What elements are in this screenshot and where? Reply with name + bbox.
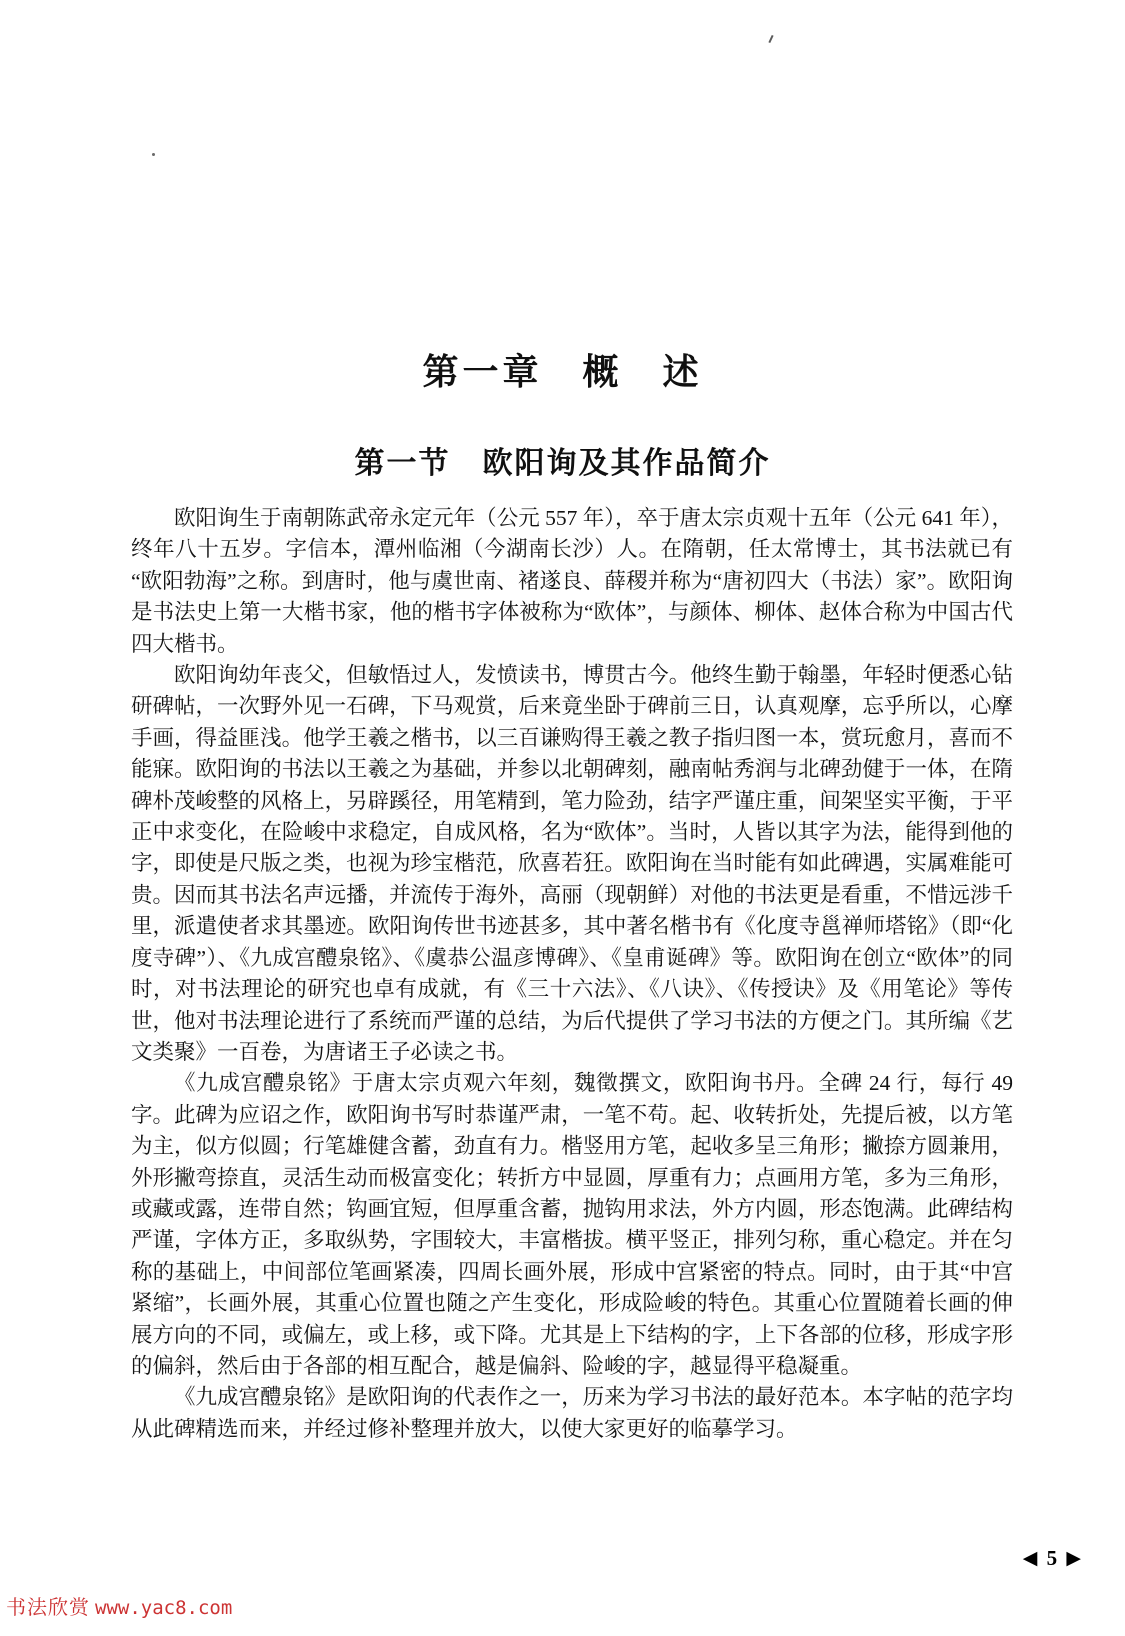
watermark bbox=[6, 1591, 232, 1620]
watermark-site-url: www.yac8.com bbox=[95, 1597, 233, 1619]
paragraph-closing: 《九成宫醴泉铭》是欧阳询的代表作之一，历来为学习书法的最好范本。本字帖的范字均从此碑精选而来，并经过修补整理并放大，以使大家更好的临摹学习。 bbox=[131, 1385, 1013, 1441]
page-number-marker bbox=[1023, 1546, 1083, 1571]
right-triangle-icon: ▶ bbox=[1066, 1548, 1083, 1569]
paragraph-jiuchenggong-features: 《九成宫醴泉铭》于唐太宗贞观六年刻，魏徵撰文，欧阳询书丹。全碑 24 行，每行 49 字。此碑为应诏之作，欧阳询书写时恭谨严肃，一笔不苟。起、收转折处，先提后被，以方笔为主，似方似圆；行笔雄健含蓄，劲直有力。楷竖用方笔，起收多呈三角形；撇捺方圆兼用，外形撇弯捺直，灵活生动而极富变化；转折方中显圆，厚重有力；点画用方笔，多为三角形，或藏或露，连带自然；钩画宜短，但厚重含蓄，抛钩用求法，外方内圆，形态饱满。此碑结构严谨，字体方正，多取纵势，字围较大，丰富楷拔。横平竖正，排列匀称，重心稳定。并在匀称的基础上，中间部位笔画紧凑，四周长画外展，形成中宫紧密的特点。同时，由于其“中宫紧缩”，长画外展，其重心位置也随之产生变化，形成险峻的特色。其重心位置随着长画的伸展方向的不同，或偏左，或上移，或下降。尤其是上下结构的字，上下各部的位移，形成字形的偏斜，然后由于各部的相互配合，越是偏斜、险峻的字，越显得平稳凝重。 bbox=[131, 1071, 1013, 1378]
scan-artifact bbox=[768, 35, 773, 43]
paragraph-life-and-works: 欧阳询幼年丧父，但敏悟过人，发愤读书，博贯古今。他终生勤于翰墨，年轻时便悉心钻研碑帖，一次野外见一石碑，下马观赏，后来竟坐卧于碑前三日，认真观摩，忘乎所以，心摩手画，得益匪浅。他学王羲之楷书，以三百谦购得王羲之教子指归图一本，赏玩愈月，喜而不能寐。欧阳询的书法以王羲之为基础，并参以北朝碑刻，融南帖秀润与北碑劲健于一体，在隋碑朴茂峻整的风格上，另辟蹊径，用笔精到，笔力险劲，结字严谨庄重，间架坚实平衡，于平正中求变化，在险峻中求稳定，自成风格，名为“欧体”。当时，人皆以其字为法，能得到他的字，即使是尺版之类，也视为珍宝楷范，欣喜若狂。欧阳询在当时能有如此碑遇，实属难能可贵。因而其书法名声远播，并流传于海外，高丽（现朝鲜）对他的书法更是看重，不惜远涉千里，派遣使者求其墨迹。欧阳询传世书迹甚多，其中著名楷书有《化度寺邕禅师塔铭》（即“化度寺碑”）、《九成宫醴泉铭》、《虞恭公温彦博碑》、《皇甫诞碑》等。欧阳询在创立“欧体”的同时，对书法理论的研究也卓有成就，有《三十六法》、《八诀》、《传授诀》及《用笔论》等传世，他对书法理论进行了系统而严谨的总结，为后代提供了学习书法的方便之门。其所编《艺文类聚》一百卷，为唐诸王子必读之书。 bbox=[131, 663, 1013, 1064]
section-title: 第一节 欧阳询及其作品简介 bbox=[354, 447, 771, 480]
scan-artifact bbox=[152, 153, 155, 156]
paragraph-intro-bio: 欧阳询生于南朝陈武帝永定元年（公元 557 年），卒于唐太宗贞观十五年（公元 641 年），终年八十五岁。字信本，潭州临湘（今湖南长沙）人。在隋朝，任太常博士，其书法就已有“欧阳勃海”之称。到唐时，他与虞世南、褚遂良、薛稷并称为“唐初四大（书法）家”。欧阳询是书法史上第一大楷书家，他的楷书字体被称为“欧体”，与颜体、柳体、赵体合称为中国古代四大楷书。 bbox=[131, 506, 1013, 656]
watermark-site-name: 书法欣赏 bbox=[6, 1597, 90, 1619]
chapter-title: 第一章 概 述 bbox=[422, 351, 703, 392]
page-number: 5 bbox=[1046, 1546, 1060, 1570]
body-text-block bbox=[131, 503, 1013, 1445]
left-triangle-icon: ◀ bbox=[1022, 1548, 1040, 1569]
